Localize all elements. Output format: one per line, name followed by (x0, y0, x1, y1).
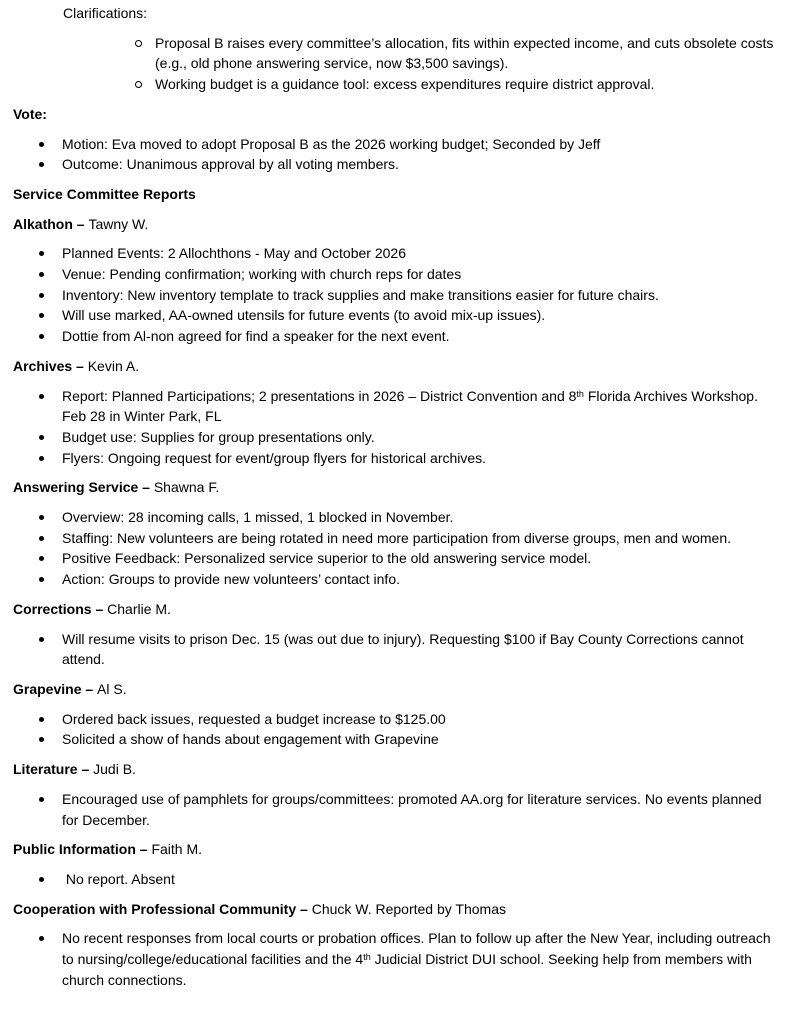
vote-list (13, 134, 775, 175)
disc-bullet-icon (39, 797, 44, 802)
list-item-text: No report. Absent (62, 870, 175, 887)
list-item-text: Ordered back issues, requested a budget increase to $125.00 (62, 710, 446, 727)
list-item (13, 74, 775, 95)
list-item (13, 134, 775, 155)
disc-bullet-icon (39, 334, 44, 339)
list-item (13, 427, 775, 448)
list-item-text: No recent responses from local courts or probation offices. Plan to follow up after the New Year, including outreach to nursing/college/educational facilities and the 4th Judicial District DUI school. Seeking help from members with church connections. (62, 930, 771, 988)
disc-bullet-icon (39, 456, 44, 461)
bold-text-run: Archives – (13, 357, 88, 374)
committee-heading-corrections: Corrections – Charlie M. (13, 600, 171, 617)
disc-bullet-icon (39, 577, 44, 582)
committee-heading-cooperation-professional-community: Cooperation with Professional Community – Chuck W. Reported by Thomas (13, 900, 506, 917)
list-item (13, 285, 775, 306)
disc-bullet-icon (39, 877, 44, 882)
list-item (13, 528, 775, 549)
corrections-list (13, 629, 775, 670)
clarifications-sublist (13, 33, 775, 95)
disc-bullet-icon (39, 936, 44, 941)
document-body (13, 3, 775, 990)
superscript-run: th (576, 388, 584, 399)
list-item (13, 629, 775, 670)
disc-bullet-icon (39, 637, 44, 642)
list-item-text: Will use marked, AA-owned utensils for future events (to avoid mix-up issues). (62, 307, 546, 324)
committee-heading-archives: Archives – Kevin A. (13, 357, 140, 374)
list-item (13, 507, 775, 528)
list-item (13, 548, 775, 569)
grapevine-list (13, 709, 775, 750)
list-item-text: Proposal B raises every committee’s allocation, fits within expected income, and cuts obsolete costs (e.g., old phone answering service, now $3,500 savings). (155, 34, 774, 72)
bold-text-run: Grapevine – (13, 680, 98, 697)
list-item (13, 154, 775, 175)
bold-text-run: Answering Service – (13, 479, 154, 496)
list-item (13, 448, 775, 469)
circle-bullet-icon (135, 81, 142, 88)
disc-bullet-icon (39, 162, 44, 167)
disc-bullet-icon (39, 536, 44, 541)
list-item-text: Overview: 28 incoming calls, 1 missed, 1 blocked in November. (62, 509, 454, 526)
list-item-text: Solicited a show of hands about engagement with Grapevine (62, 731, 439, 748)
list-item-text: Flyers: Ongoing request for event/group flyers for historical archives. (62, 449, 487, 466)
list-item-text: Budget use: Supplies for group presentations only. (62, 428, 375, 445)
committee-heading-answering-service: Answering Service – Shawna F. (13, 479, 220, 496)
disc-bullet-icon (39, 313, 44, 318)
list-item-text: Planned Events: 2 Allochthons - May and October 2026 (62, 245, 406, 262)
list-item (13, 264, 775, 285)
disc-bullet-icon (39, 435, 44, 440)
alkathon-list (13, 243, 775, 347)
disc-bullet-icon (39, 737, 44, 742)
disc-bullet-icon (39, 272, 44, 277)
list-item (13, 729, 775, 750)
list-item (13, 305, 775, 326)
list-item (13, 869, 775, 890)
committee-heading-public-information: Public Information – Faith M. (13, 841, 203, 858)
bold-text-run: Service Committee Reports (13, 185, 196, 202)
list-item-text: Will resume visits to prison Dec. 15 (was out due to injury). Requesting $100 if Bay County Corrections cannot attend. (62, 630, 744, 668)
list-item-text: Inventory: New inventory template to track supplies and make transitions easier for future chairs. (62, 286, 659, 303)
public-information-list (13, 869, 775, 890)
committee-heading-literature: Literature – Judi B. (13, 761, 136, 778)
list-item (13, 243, 775, 264)
list-item-text: Outcome: Unanimous approval by all voting members. (62, 156, 399, 173)
list-item (13, 569, 775, 590)
disc-bullet-icon (39, 142, 44, 147)
list-item (13, 386, 775, 427)
circle-bullet-icon (135, 40, 142, 47)
bold-text-run: Corrections – (13, 600, 108, 617)
list-item-text: Dottie from Al-non agreed for find a speaker for the next event. (62, 328, 450, 345)
bold-text-run: Vote: (13, 105, 47, 122)
cooperation-professional-community-list (13, 928, 775, 990)
disc-bullet-icon (39, 717, 44, 722)
disc-bullet-icon (39, 293, 44, 298)
superscript-run: th (363, 952, 371, 963)
service-committee-reports-heading (13, 184, 775, 205)
list-item-text: Positive Feedback: Personalized service superior to the old answering service model. (62, 550, 592, 567)
list-item (13, 326, 775, 347)
list-item-text: Venue: Pending confirmation; working with church reps for dates (62, 266, 462, 283)
list-item (13, 789, 775, 830)
disc-bullet-icon (39, 515, 44, 520)
vote-heading (13, 104, 775, 125)
bold-text-run: Public Information – (13, 841, 152, 858)
list-item-text: Motion: Eva moved to adopt Proposal B as the 2026 working budget; Seconded by Jeff (62, 135, 601, 152)
disc-bullet-icon (39, 251, 44, 256)
list-item-text: Working budget is a guidance tool: excess expenditures require district approval. (155, 76, 655, 93)
disc-bullet-icon (39, 394, 44, 399)
list-item-text: Action: Groups to provide new volunteers’ contact info. (62, 571, 400, 588)
committee-heading-grapevine: Grapevine – Al S. (13, 680, 127, 697)
list-item-text: Staffing: New volunteers are being rotated in need more participation from diverse groups, men and women. (62, 529, 731, 546)
bold-text-run: Literature – (13, 761, 94, 778)
literature-list (13, 789, 775, 830)
committee-heading-alkathon: Alkathon – Tawny W. (13, 215, 149, 232)
list-item (13, 33, 775, 74)
answering-service-list (13, 507, 775, 590)
list-item-text: Encouraged use of pamphlets for groups/committees: promoted AA.org for literature services. No events planned for December. (62, 790, 762, 828)
bold-text-run: Cooperation with Professional Community – (13, 900, 312, 917)
list-item-text: Report: Planned Participations; 2 presentations in 2026 – District Convention and 8th Florida Archives Workshop. Feb 28 in Winter Park, FL (62, 387, 758, 425)
bold-text-run: Alkathon – (13, 215, 89, 232)
clarifications-label: Clarifications: (63, 5, 148, 21)
list-item (13, 709, 775, 730)
list-item (13, 928, 775, 990)
archives-list (13, 386, 775, 469)
disc-bullet-icon (39, 556, 44, 561)
